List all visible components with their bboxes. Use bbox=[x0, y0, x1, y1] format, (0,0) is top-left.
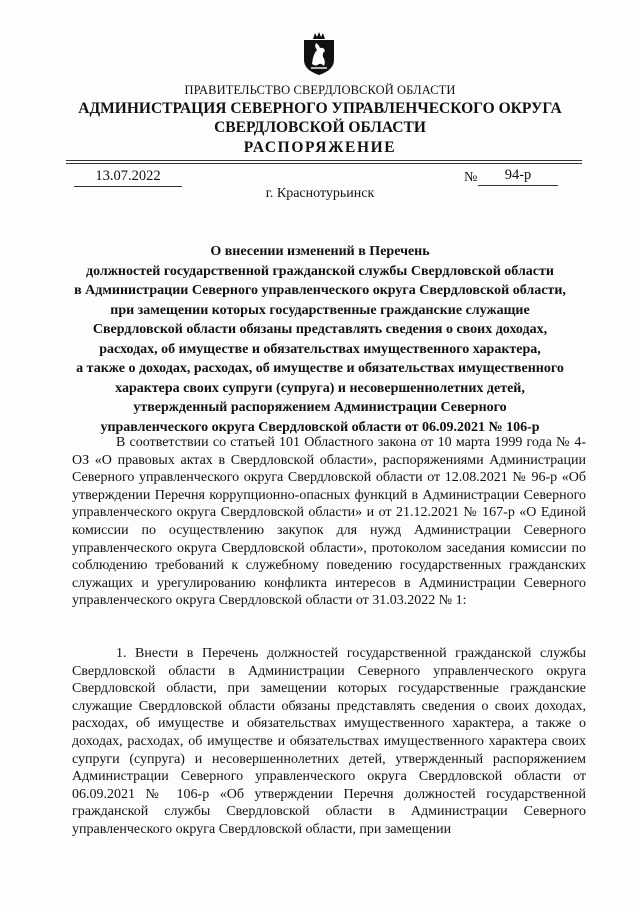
header-divider-secondary bbox=[66, 163, 582, 164]
title-line: утвержденный распоряжением Администрации Северного bbox=[133, 400, 507, 415]
title-line: расходах, об имуществе и обязательствах имущественного характера, bbox=[99, 341, 541, 357]
title-line: при замещении которых государственные гражданские служащие bbox=[110, 302, 530, 318]
title-line: а также о доходах, расходах, об имуществе и обязательствах имущественного bbox=[76, 361, 564, 376]
document-date: 13.07.2022 bbox=[74, 168, 182, 187]
title-line: должностей государственной гражданской службы Свердловской области bbox=[86, 263, 554, 279]
body-paragraph-preamble: В соответствии со статьей 101 Областного закона от 10 марта 1999 года № 4-ОЗ «О правовых актах в Свердловской области», распоряжениями Администрации Северного управленческого округа Свердловской области от 12.08.2021 № 96-р «Об утверждении Перечня коррупционно-опасных функций в Администрации Северного управленческого округа Свердловской области» и от 21.12.2021 № 167-р «О Единой комиссии по осуществлению закупок для нужд Администрации Северного управленческого округа Свердловской области», протоколом заседания комиссии по соблюдению требований к служебному поведению государственных гражданских служащих и урегулированию конфликта интересов в Администрации Северного управленческого округа Свердловской области от 31.03.2022 № 1: bbox=[72, 435, 586, 609]
title-line: Свердловской области обязаны представлять сведения о своих доходах, bbox=[92, 322, 548, 337]
title-line: в Администрации Северного управленческого округа Свердловской области, bbox=[74, 283, 566, 298]
document-city: г. Краснотурьинск bbox=[265, 186, 375, 201]
document-title bbox=[56, 242, 584, 437]
body-paragraph-item-1: 1. Внести в Перечень должностей государственной гражданской службы Свердловской области в Администрации Северного управленческого округа Свердловской области, при замещении которых государственные гражданские служащие Свердловской области обязаны представлять сведения о своих доходах, расходах, об имуществе и обязательствах имущественного характера, а также о доходах, расходах, об имуществе и обязательствах имущественного характера своих супруги (супруга) и несовершеннолетних детей, утвержденный распоряжением Администрации Северного управленческого округа Свердловской области от 06.09.2021 № 106-р «Об утверждении Перечня должностей государственной гражданской службы Свердловской области в Администрации Северного управленческого округа Свердловской области, при замещении bbox=[72, 646, 586, 837]
coat-of-arms-icon bbox=[302, 30, 336, 76]
document-kind: РАСПОРЯЖЕНИЕ bbox=[243, 139, 397, 156]
document-number-label: № bbox=[464, 170, 478, 185]
administration-name: АДМИНИСТРАЦИЯ СЕВЕРНОГО УПРАВЛЕНЧЕСКОГО ОКРУГА СВЕРДЛОВСКОЙ ОБЛАСТИ bbox=[78, 100, 562, 136]
title-line: О внесении изменений в Перечень bbox=[210, 244, 430, 259]
document-number: 94-р bbox=[478, 167, 558, 186]
title-line: управленческого округа Свердловской области от 06.09.2021 № 106-р bbox=[100, 419, 540, 435]
header-divider bbox=[66, 160, 582, 161]
government-name: ПРАВИТЕЛЬСТВО СВЕРДЛОВСКОЙ ОБЛАСТИ bbox=[184, 83, 456, 97]
title-line: характера своих супруги (супруга) и несовершеннолетних детей, bbox=[115, 380, 525, 396]
